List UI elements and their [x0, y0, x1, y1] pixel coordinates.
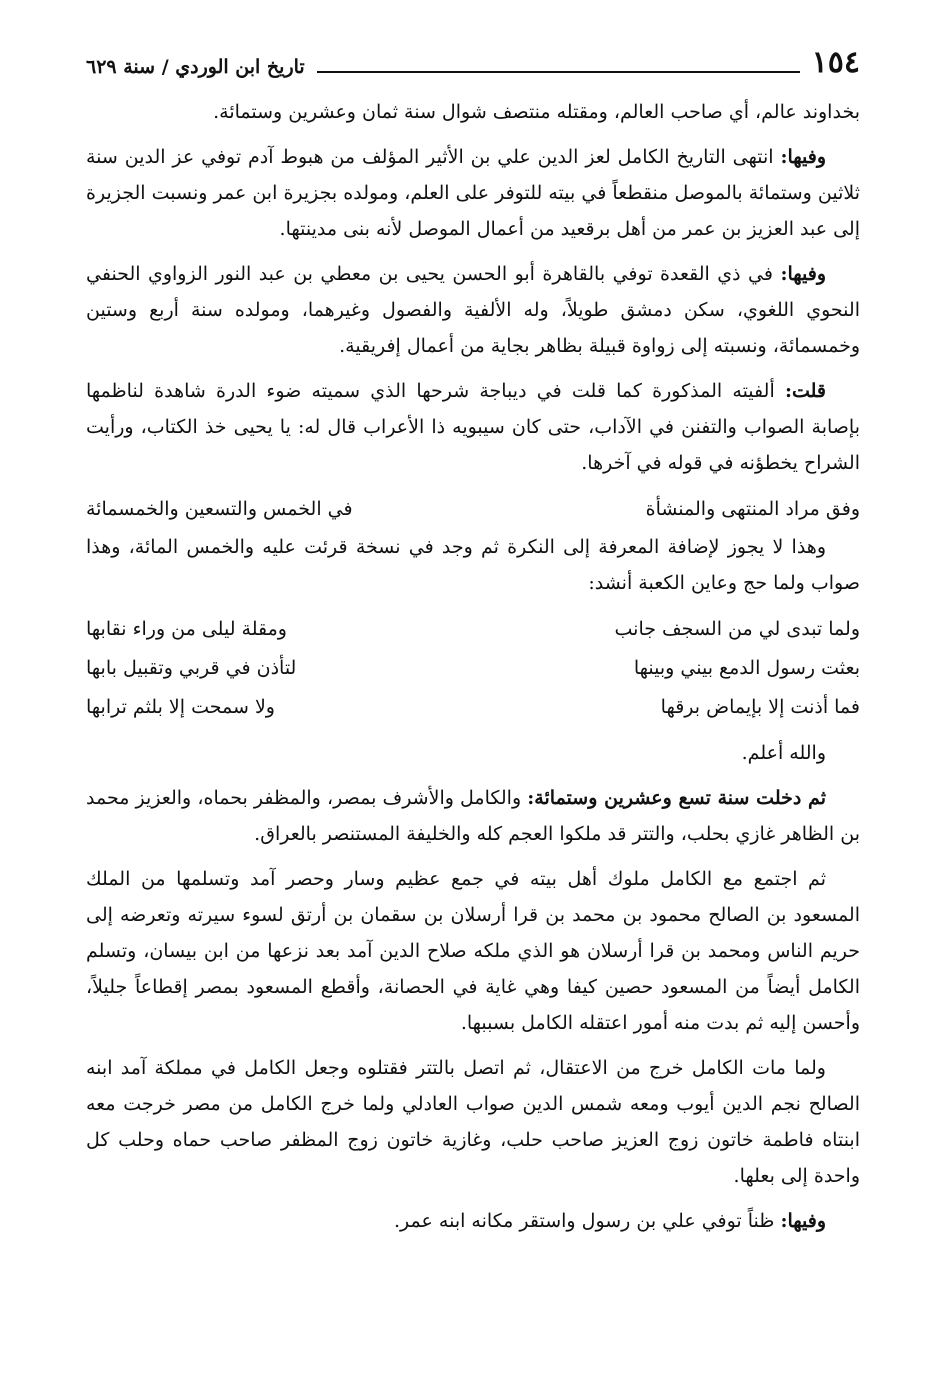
verse-line — [86, 490, 860, 529]
verse-first-hemistich: بعثت رسول الدمع بيني وبينها — [633, 657, 860, 679]
verse-first-hemistich: وفق مراد المنتهى والمنشأة — [645, 498, 860, 520]
running-title: تاريخ ابن الوردي / سنة ٦٢٩ — [86, 56, 305, 78]
verse-line — [86, 649, 860, 688]
page-header — [86, 38, 860, 78]
paragraph-lead: قلت: — [784, 380, 826, 402]
verse-line — [86, 610, 860, 649]
verse-second-hemistich: لتأذن في قربي وتقبيل بابها — [86, 657, 297, 679]
paragraph: ثم دخلت سنة تسع وعشرين وستمائة: والكامل والأشرف بمصر، والمظفر بحماه، والعزيز محمد بن الظاهر غازي بحلب، والتتر قد ملكوا العجم كله والخليفة المستنصر بالعراق. — [86, 787, 860, 845]
paragraph-lead: وفيها: — [780, 263, 826, 285]
paragraph: ثم اجتمع مع الكامل ملوك أهل بيته في جمع عظيم وسار وحصر آمد وتسلمها من الملك المسعود بن الصالح محمود بن محمد بن قرا أرسلان بن سقمان بن أرتق لسوء سيرته وتعرضه إلى حريم الناس ومحمد بن قرا أرسلان هو الذي ملكه صلاح الدين آمد بعد نزعها من ابن بيسان، وتسلم الكامل أيضاً من المسعود حصين كيفا وهي غاية في الحصانة، وأقطع المسعود بمصر إقطاعاً جليلاً، وأحسن إليه ثم بدت منه أمور اعتقله الكامل بسببها. — [86, 868, 860, 1034]
page-body — [86, 94, 860, 1239]
closing-phrase: والله أعلم. — [741, 742, 826, 764]
paragraph: وفيها: في ذي القعدة توفي بالقاهرة أبو الحسن يحيى بن معطي بن عبد النور الزواوي الحنفي النحوي اللغوي، سكن دمشق طويلاً، وله الألفية والفصول وغيرهما، ومولده سنة أربع وستين وخمسمائة، ونسبته إلى زواوة قبيلة بظاهر بجاية من أعمال إفريقية. — [86, 263, 860, 357]
paragraph: ولما مات الكامل خرج من الاعتقال، ثم اتصل بالتتر فقتلوه وجعل الكامل في مملكة آمد ابنه الصالح نجم الدين أيوب ومعه شمس الدين صواب العادلي ولما خرج الكامل من مصر خرجت معه ابنتاه فاطمة خاتون زوج العزيز صاحب حلب، وغازية خاتون زوج المظفر صاحب حماه وحلب كل واحدة إلى بعلها. — [86, 1057, 860, 1187]
paragraph-lead: وفيها: — [780, 1210, 826, 1232]
paragraph: بخداوند عالم، أي صاحب العالم، ومقتله منتصف شوال سنة ثمان وعشرين وستمائة. — [213, 101, 860, 123]
section-heading: ثم دخلت سنة تسع وعشرين وستمائة: — [527, 787, 826, 809]
verse-first-hemistich: فما أذنت إلا بإيماض برقها — [660, 696, 860, 718]
paragraph-lead: وفيها: — [780, 146, 826, 168]
verse-second-hemistich: ولا سمحت إلا بلثم ترابها — [86, 696, 275, 718]
verse-line — [86, 688, 860, 727]
verse-first-hemistich: ولما تبدى لي من السجف جانب — [614, 618, 860, 640]
paragraph: وفيها: ظناً توفي علي بن رسول واستقر مكانه ابنه عمر. — [394, 1210, 826, 1232]
paragraph: وفيها: انتهى التاريخ الكامل لعز الدين علي بن الأثير المؤلف من هبوط آدم توفي عز الدين سنة ثلاثين وستمائة بالموصل منقطعاً في بيته للتوفر على العلم، ومولده بجزيرة ابن عمر ونسبت الجزيرة إلى عبد العزيز بن عمر من أهل برقعيد من أعمال الموصل لأنه بنى مدينتها. — [86, 146, 860, 240]
verse-second-hemistich: ومقلة ليلى من وراء نقابها — [86, 618, 287, 640]
paragraph: قلت: ألفيته المذكورة كما قلت في ديباجة شرحها الذي سميته ضوء الدرة شاهدة لناظمها بإصابة الصواب والتفنن في الآداب، حتى كان سيبويه ذا الأعراب قال له: يا يحيى خذ الكتاب، ورأيت الشراح يخطؤنه في قوله في آخرها. — [86, 380, 860, 474]
page-number: ١٥٤ — [811, 45, 860, 80]
poem — [86, 610, 860, 727]
header-rule — [317, 71, 800, 73]
paragraph: وهذا لا يجوز لإضافة المعرفة إلى النكرة ثم وجد في نسخة قرئت عليه والخمس المائة، وهذا صواب ولما حج وعاين الكعبة أنشد: — [86, 536, 860, 594]
verse-second-hemistich: في الخمس والتسعين والخمسمائة — [86, 498, 353, 520]
